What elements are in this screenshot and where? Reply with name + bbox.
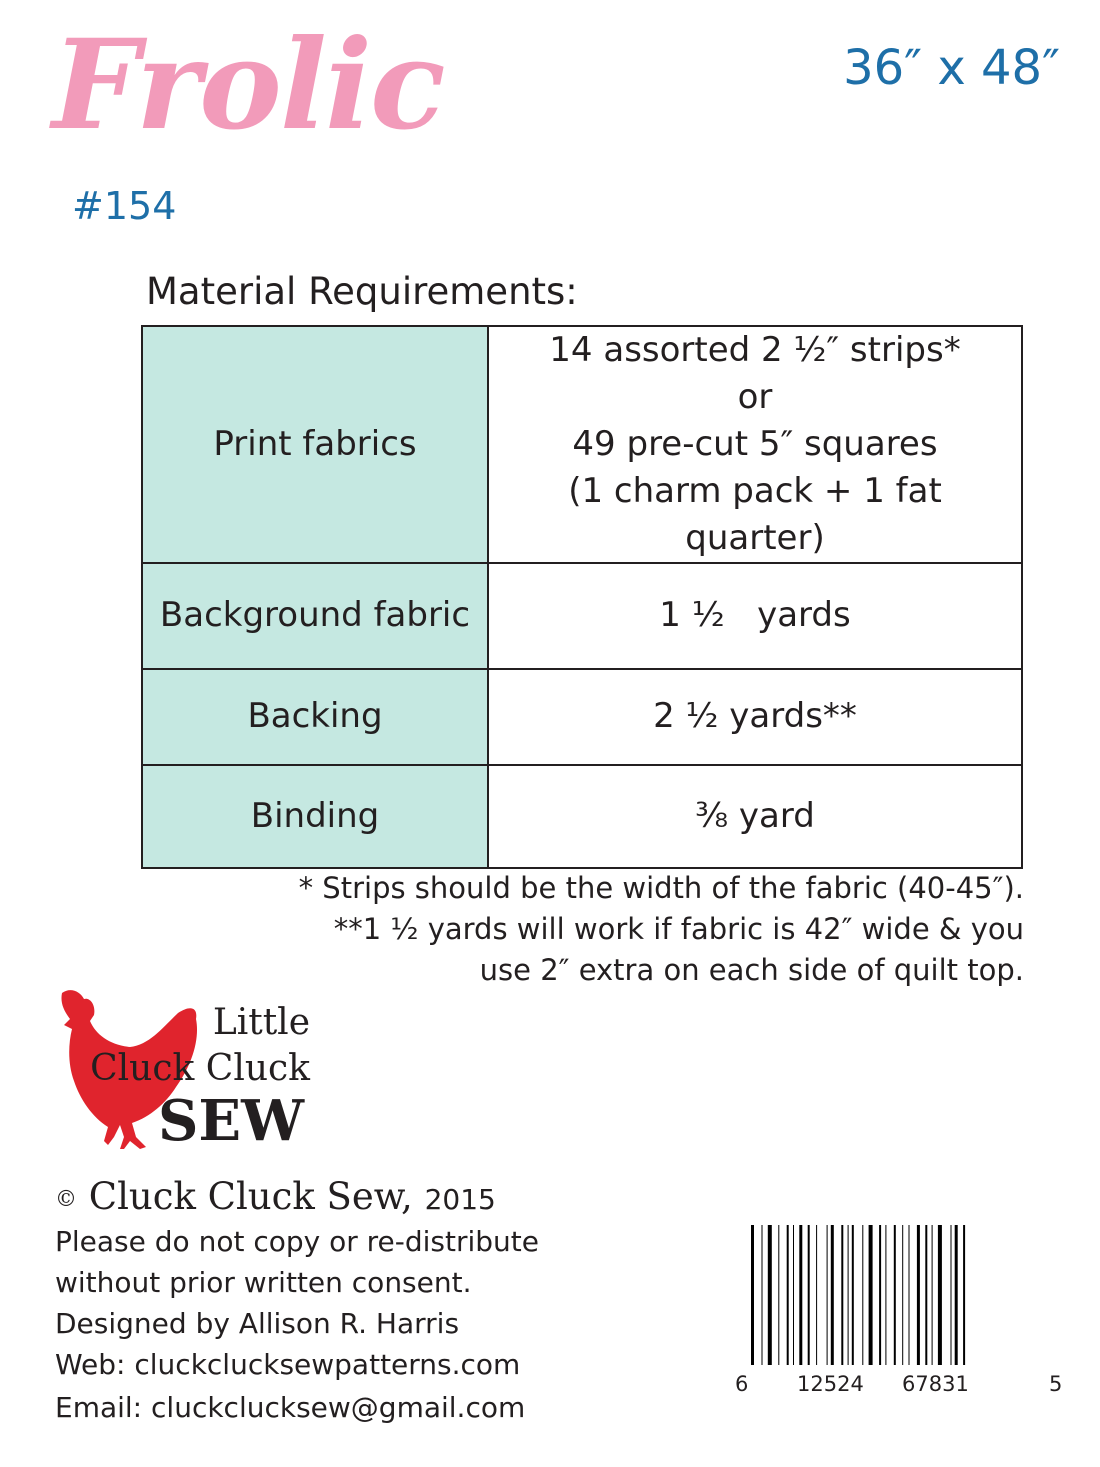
barcode-bar xyxy=(852,1225,854,1365)
copyright-year: 2015 xyxy=(424,1183,496,1216)
barcode-bar xyxy=(963,1225,965,1365)
barcode-bar xyxy=(879,1225,881,1365)
barcode-bar xyxy=(751,1225,754,1365)
brand-logo xyxy=(50,985,320,1160)
footnote: * Strips should be the width of the fabric (40-45″). xyxy=(298,871,1024,905)
barcode-bar xyxy=(951,1225,952,1365)
pattern-title: Frolic xyxy=(52,13,444,158)
barcode-bar xyxy=(932,1225,933,1365)
footnote: use 2″ extra on each side of quilt top. xyxy=(479,953,1024,987)
barcode-bar xyxy=(831,1225,834,1365)
footer-info-line: Please do not copy or re-distribute xyxy=(55,1225,539,1258)
barcode-bar xyxy=(787,1225,789,1365)
barcode xyxy=(735,1225,1065,1405)
barcode-bar xyxy=(885,1225,886,1365)
barcode-bar xyxy=(816,1225,817,1365)
material-value-line: (1 charm pack + 1 fat quarter) xyxy=(568,470,942,558)
barcode-bar xyxy=(808,1225,810,1365)
footer-info-line: Designed by Allison R. Harris xyxy=(55,1307,460,1340)
pattern-number: #154 xyxy=(72,184,177,228)
barcode-bar xyxy=(762,1225,763,1365)
barcode-digits-left: 12524 xyxy=(797,1372,864,1396)
material-label: Background fabric xyxy=(142,563,488,669)
material-value xyxy=(488,669,1022,765)
material-value-line: 1 ½ yards xyxy=(659,595,851,636)
footnotes xyxy=(299,868,1024,991)
barcode-digit-first: 6 xyxy=(735,1372,749,1396)
material-value xyxy=(488,765,1022,868)
footer-info xyxy=(55,1221,539,1385)
barcode-bar xyxy=(799,1225,802,1365)
barcode-bar xyxy=(925,1225,927,1365)
quilt-size: 36″ x 48″ xyxy=(843,40,1060,96)
material-value-line: 2 ½ yards** xyxy=(653,696,857,737)
material-value-line: 14 assorted 2 ½″ strips* xyxy=(549,330,961,370)
barcode-bar xyxy=(841,1225,843,1365)
barcode-bar xyxy=(862,1225,863,1365)
footer-info-line: Web: cluckclucksewpatterns.com xyxy=(55,1348,521,1381)
table-row xyxy=(142,669,1022,765)
logo-line: SEW xyxy=(157,1088,304,1154)
company-name: Cluck Cluck Sew, xyxy=(88,1175,413,1218)
material-label: Backing xyxy=(142,669,488,765)
logo-line: Little xyxy=(212,1002,310,1043)
copyright-symbol: © xyxy=(55,1187,77,1212)
barcode-digits-right: 67831 xyxy=(902,1372,969,1396)
footer-info-line: without prior written consent. xyxy=(55,1266,472,1299)
barcode-bar xyxy=(778,1225,779,1365)
barcode-bar xyxy=(909,1225,910,1365)
table-row xyxy=(142,765,1022,868)
barcode-bar xyxy=(827,1225,828,1365)
barcode-bar xyxy=(917,1225,920,1365)
barcode-bar xyxy=(902,1225,903,1365)
material-value xyxy=(488,563,1022,669)
material-requirements-table xyxy=(141,325,1023,869)
barcode-bar xyxy=(955,1225,958,1365)
barcode-bar xyxy=(869,1225,873,1365)
barcode-digit-last: 5 xyxy=(1049,1372,1063,1396)
barcode-bars xyxy=(735,1225,1065,1405)
table-row xyxy=(142,326,1022,563)
barcode-bar xyxy=(793,1225,794,1365)
table-row xyxy=(142,563,1022,669)
material-value-line: or xyxy=(737,376,773,417)
material-requirements-heading: Material Requirements: xyxy=(146,270,578,313)
barcode-bar xyxy=(938,1225,942,1365)
barcode-bar xyxy=(768,1225,772,1365)
material-value xyxy=(488,326,1022,563)
footer-email: Email: cluckclucksew@gmail.com xyxy=(55,1391,526,1424)
barcode-bar xyxy=(894,1225,896,1365)
material-label: Binding xyxy=(142,765,488,868)
barcode-bar xyxy=(848,1225,849,1365)
material-value-line: ⅜ yard xyxy=(695,795,815,836)
material-label: Print fabrics xyxy=(142,326,488,563)
footnote: **1 ½ yards will work if fabric is 42″ wide & you xyxy=(333,912,1024,946)
logo-line: Cluck Cluck xyxy=(90,1048,310,1089)
material-value-line: 49 pre-cut 5″ squares xyxy=(572,423,938,464)
copyright-line xyxy=(55,1175,496,1218)
